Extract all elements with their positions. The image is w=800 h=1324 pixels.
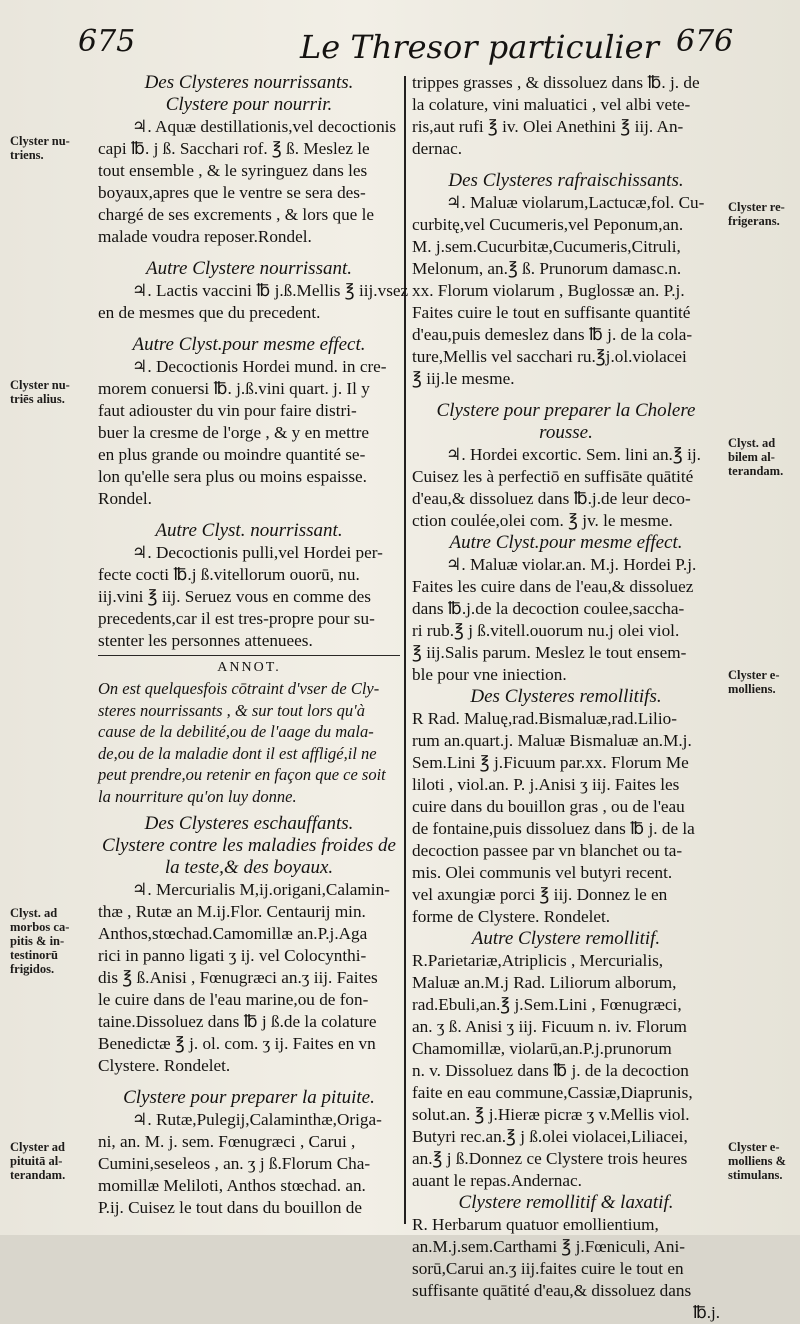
section-heading: Des Clysteres nourrissants. [144,72,354,93]
recipe-body [98,280,409,324]
text-line: Clyster e- [728,1140,780,1154]
text-line: de fontaine,puis dissoluez dans ℔ j. de la [412,819,695,838]
text-line: terandam. [10,1168,66,1182]
text-line: cuire dans du bouillon gras , ou de l'eau [412,797,685,816]
text-line: an.℥ j ß.Donnez ce Clystere trois heures [412,1149,688,1168]
text-line: xx. Florum violarum , Buglossæ an. P.j. [412,281,685,300]
text-line: taine.Dissoluez dans ℔ j ß.de la colature [98,1012,377,1031]
text-line: Rondel. [98,489,152,508]
recipe-title: Autre Clystere nourrissant. [145,258,352,279]
text-line: R Rad. Maluę,rad.Bismaluæ,rad.Lilio- [412,709,677,728]
text-line: suffisante quātité d'eau,& dissoluez dans [412,1281,692,1300]
text-line: On est quelquesfois cōtraint d'vser de Cly- [98,679,380,698]
recipe-title: Clystere pour nourrir. [165,94,333,115]
text-line: dans ℔.j.de la decoction coulee,saccha- [412,599,685,618]
text-line: R. Herbarum quatuor emollientium, [412,1215,659,1234]
text-line: Butyri rec.an.℥ j ß.olei violacei,Liliacei, [412,1127,688,1146]
text-line: ♃. Maluæ violarum,Lactucæ,fol. Cu- [446,193,705,212]
recipe-body [412,554,720,686]
text-line: Anthos,stœchad.Camomillæ an.P.j.Aga [98,924,368,943]
text-line: rum an.quart.j. Maluæ Bismaluæ an.M.j. [412,731,692,750]
annotation-title: ANNOT. [217,660,281,675]
text-line: sorū,Carui an.ʒ iij.faites cuire le tout en [412,1259,684,1278]
section-heading: Des Clysteres remollitifs. [470,686,662,707]
column-divider [404,76,406,1224]
text-line: Clyster nu- [10,378,70,392]
text-line: precedents,car il est tres-propre pour su- [98,609,375,628]
text-line: solut.an. ℥ j.Hieræ picræ ʒ v.Mellis viol. [412,1105,690,1124]
recipe-body [412,708,720,928]
text-line: ♃. Maluæ violar.an. M.j. Hordei P.j. [446,555,697,574]
text-line: molliens & [728,1154,786,1168]
text-line: ♃. Decoctionis pulli,vel Hordei per- [132,543,383,562]
text-line: ni, an. M. j. sem. Fœnugræci , Carui , [98,1132,356,1151]
text-line: mis. Olei communis vel butyri recent. [412,863,673,882]
text-line: ri rub.℥ j ß.vitell.ouorum nu.j olei viol. [412,621,680,640]
annotation-text [98,678,400,807]
text-line: ♃. Lactis vaccini ℔ j.ß.Mellis ℥ iij.vsez [132,281,409,300]
text-line: n. v. Dissoluez dans ℔ j. de la decoction [412,1061,689,1080]
recipe-title: la teste,& des boyaux. [164,857,334,878]
text-line: Clyster e- [728,668,780,682]
text-line: la colature, vini maluatici , vel albi vete- [412,95,691,114]
text-line: en de mesmes que du precedent. [98,303,321,322]
text-line: an. ʒ ß. Anisi ʒ iij. Ficuum n. iv. Florum [412,1017,687,1036]
margin-note [728,668,779,696]
recipe-body [412,192,720,390]
text-line: momillæ Meliloti, Anthos stœchad. an. [98,1176,366,1195]
text-line: iij.vini ℥ iij. Seruez vous en comme des [98,587,371,606]
section-heading: Des Clysteres eschauffants. [144,813,354,834]
text-line: d'eau,& dissoluez dans ℔.j.de leur deco- [412,489,691,508]
text-line: boyaux,apres que le ventre se sera des- [98,183,366,202]
running-header [0,18,800,68]
text-line: curbitę,vel Cucumeris,vel Peponum,an. [412,215,684,234]
text-line: ℥ iij.le mesme. [412,369,515,388]
recipe-body [98,116,400,248]
text-line: faut adiouster du vin pour faire distri- [98,401,357,420]
text-line: lon qu'elle sera plus ou moins espaisse. [98,467,367,486]
text-line: trippes grasses , & dissoluez dans ℔. j. de [412,73,700,92]
text-line: ction coulée,olei com. ℥ jv. le mesme. [412,511,673,530]
recipe-title: Clystere remollitif & laxatif. [458,1192,674,1213]
text-line: ♃. Mercurialis M,ij.origani,Calamin- [132,880,390,899]
text-line: decoction passee par vn blanchet ou ta- [412,841,683,860]
text-line: frigidos. [10,962,55,976]
text-line: d'eau,puis demeslez dans ℔ j. de la cola- [412,325,693,344]
text-line: forme de Clystere. Rondelet. [412,907,611,926]
continued-text [412,72,720,160]
margin-note [10,378,70,406]
text-line: rad.Ebuli,an.℥ j.Sem.Lini , Fœnugræci, [412,995,682,1014]
recipe-title: Clystere pour preparer la pituite. [123,1087,375,1108]
text-line: Clyst. ad [10,906,58,920]
text-line: Benedictæ ℥ j. ol. com. ʒ ij. Faites en vn [98,1034,376,1053]
text-line: thæ , Rutæ an M.ij.Flor. Centaurij min. [98,902,366,921]
recipe-body [98,879,400,1077]
text-line: pituitā al- [10,1154,63,1168]
right-column [412,72,720,1324]
text-line: ♃. Rutæ,Pulegij,Calaminthæ,Origa- [132,1110,382,1129]
text-line: en plus grande ou moindre quantité se- [98,445,366,464]
text-line: Sem.Lini ℥ j.Ficuum par.xx. Florum Me [412,753,689,772]
text-line: bilem al- [728,450,775,464]
text-line: peut prendre,ou retenir en façon que ce soit [98,765,386,784]
text-line: dernac. [412,139,463,158]
text-line: stenter les personnes attenuees. [98,631,313,650]
text-line: an.M.j.sem.Carthami ℥ j.Fœniculi, Ani- [412,1237,685,1256]
text-line: Clyster ad [10,1140,65,1154]
recipe-body [98,356,400,510]
text-line: Chamomillæ, violarū,an.P.j.prunorum [412,1039,672,1058]
text-line: ble pour vne iniection. [412,665,567,684]
page-number-right: 676 [676,24,734,59]
text-line: ♃. Aquæ destillationis,vel decoctionis [132,117,397,136]
text-line: tout ensemble , & le syringuez dans les [98,161,368,180]
text-line: ℥ iij.Salis parum. Meslez le tout ensem- [412,643,687,662]
text-line: chargé de ses excrements , & lors que le [98,205,375,224]
margin-note [10,906,69,976]
recipe-title: Autre Clystere remollitif. [471,928,661,949]
text-line: stimulans. [728,1168,783,1182]
text-line: de,ou de la maladie dont il est affligé,il ne [98,743,377,763]
text-line: malade voudra reposer.Rondel. [98,227,312,246]
recipe-body [412,1214,720,1302]
text-line: Clyster nu- [10,134,70,148]
text-line: frigerans. [728,214,780,228]
text-line: Faites cuire le tout en suffisante quantité [412,303,691,322]
text-line: Clystere. Rondelet. [98,1056,231,1075]
margin-note [10,1140,65,1182]
recipe-body [98,542,400,652]
margin-note [728,436,783,478]
text-line: le cuire dans de l'eau marine,ou de fon- [98,990,369,1009]
text-line: Clyst. ad [728,436,776,450]
margin-note [728,200,785,228]
text-line: buer la cresme de l'orge , & y en mettre [98,423,369,442]
text-line: dis ℥ ß.Anisi , Fœnugræci an.ʒ iij. Faites [98,968,378,987]
text-line: ris,aut rufi ℥ iv. Olei Anethini ℥ iij. An- [412,117,684,136]
text-line: M. j.sem.Cucurbitæ,Cucumeris,Citruli, [412,237,681,256]
recipe-title: Clystere contre les maladies froides de [102,835,396,856]
text-line: testinorū [10,948,58,962]
text-line: triens. [10,148,44,162]
text-line: P.ij. Cuisez le tout dans du bouillon de [98,1198,363,1217]
text-line: auant le repas.Andernac. [412,1171,582,1190]
annotation-box [98,655,400,807]
recipe-body [412,950,720,1192]
text-line: Cumini,seseleos , an. ʒ j ß.Florum Cha- [98,1154,371,1173]
section-heading: Des Clysteres rafraischissants. [448,170,684,191]
text-line: pitis & in- [10,934,65,948]
text-line: terandam. [728,464,784,478]
text-line: cause de la debilité,ou de l'aage du mala- [98,722,374,741]
text-line: R.Parietariæ,Atriplicis , Mercurialis, [412,951,664,970]
page-number-left: 675 [78,24,136,59]
text-line: molliens. [728,682,776,696]
catchword: ℔.j. [692,1303,720,1322]
text-line: morbos ca- [10,920,70,934]
text-line: Clyster re- [728,200,785,214]
text-line: ♃. Hordei excortic. Sem. lini an.℥ ij. [446,445,701,464]
text-line: Melonum, an.℥ ß. Prunorum damasc.n. [412,259,682,278]
recipe-title: Autre Clyst.pour mesme effect. [449,532,683,553]
text-line: capi ℔. j ß. Sacchari rof. ℥ ß. Meslez le [98,139,370,158]
text-line: triēs alius. [10,392,65,406]
recipe-body [98,1109,400,1219]
text-line: steres nourrissants , & sur tout lors qu'à [98,700,365,720]
text-line: Maluæ an.M.j Rad. Liliorum alborum, [412,973,677,992]
margin-note [728,1140,786,1182]
text-line: Cuisez les à perfectiō en suffisāte quātité [412,467,694,486]
text-line: ♃. Decoctionis Hordei mund. in cre- [132,357,387,376]
text-line: morem conuersi ℔. j.ß.vini quart. j. Il y [98,379,370,398]
recipe-title: rousse. [539,422,593,443]
text-line: vel axungiæ porci ℥ iij. Donnez le en [412,885,668,904]
margin-note [10,134,70,162]
left-column [98,72,409,1219]
text-line: la nourriture qu'on luy donne. [98,786,297,806]
running-title: Le Thresor particulier [300,28,659,66]
recipe-title: Autre Clyst.pour mesme effect. [132,334,366,355]
text-line: Faites les cuire dans de l'eau,& dissoluez [412,577,694,596]
text-line: ture,Mellis vel sacchari ru.℥j.ol.violacei [412,347,687,366]
text-line: faite en eau commune,Cassiæ,Diaprunis, [412,1083,693,1102]
text-line: liloti , viol.an. P. j.Anisi ʒ iij. Faites les [412,775,680,794]
text-line: fecte cocti ℔.j ß.vitellorum ouorū, nu. [98,565,360,584]
recipe-title: Clystere pour preparer la Cholere [436,400,696,421]
text-line: rici in panno ligati ʒ ij. vel Colocynthi- [98,946,367,965]
recipe-body [412,444,720,532]
recipe-title: Autre Clyst. nourrissant. [155,520,343,541]
